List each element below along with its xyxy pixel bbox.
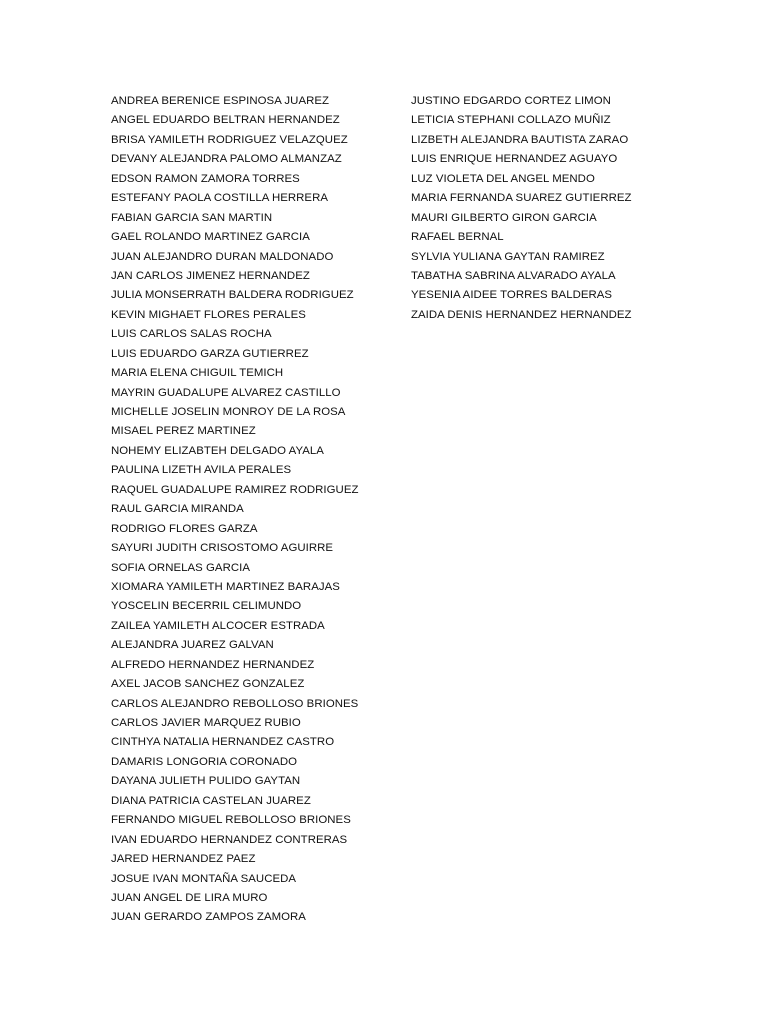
name-list-item: DIANA PATRICIA CASTELAN JUAREZ: [111, 794, 311, 807]
name-list-item: JUAN GERARDO ZAMPOS ZAMORA: [111, 911, 306, 924]
name-list-left-column: [111, 92, 391, 928]
name-list-item: RAFAEL BERNAL: [411, 231, 504, 244]
name-list-item: LUZ VIOLETA DEL ANGEL MENDO: [411, 172, 595, 185]
name-list-item: MAYRIN GUADALUPE ALVAREZ CASTILLO: [111, 386, 341, 399]
name-list-item: SYLVIA YULIANA GAYTAN RAMIREZ: [411, 250, 605, 263]
name-list-item: LUIS CARLOS SALAS ROCHA: [111, 328, 272, 341]
name-list-item: YOSCELIN BECERRIL CELIMUNDO: [111, 600, 302, 613]
name-list-item: ALEJANDRA JUAREZ GALVAN: [111, 639, 274, 652]
name-list-item: MARIA FERNANDA SUAREZ GUTIERREZ: [411, 192, 632, 205]
name-list-item: RAUL GARCIA MIRANDA: [111, 503, 244, 516]
name-list-item: RAQUEL GUADALUPE RAMIREZ RODRIGUEZ: [111, 483, 359, 496]
name-list-item: LUIS ENRIQUE HERNANDEZ AGUAYO: [411, 153, 618, 166]
name-list-item: PAULINA LIZETH AVILA PERALES: [111, 464, 292, 477]
name-list-item: LETICIA STEPHANI COLLAZO MUÑIZ: [411, 114, 611, 127]
name-list-item: CINTHYA NATALIA HERNANDEZ CASTRO: [111, 736, 335, 749]
name-list-item: ZAIDA DENIS HERNANDEZ HERNANDEZ: [411, 308, 632, 321]
name-list-item: DEVANY ALEJANDRA PALOMO ALMANZAZ: [111, 153, 342, 166]
name-list-item: JOSUE IVAN MONTAÑA SAUCEDA: [111, 872, 297, 885]
name-list-item: TABATHA SABRINA ALVARADO AYALA: [411, 269, 616, 282]
name-list-item: JUAN ANGEL DE LIRA MURO: [111, 891, 268, 904]
name-list-item: YESENIA AIDEE TORRES BALDERAS: [411, 289, 613, 302]
name-list-item: MISAEL PEREZ MARTINEZ: [111, 425, 256, 438]
name-list-item: MARIA ELENA CHIGUIL TEMICH: [111, 367, 284, 380]
name-list-item: ANGEL EDUARDO BELTRAN HERNANDEZ: [111, 114, 340, 127]
name-list-item: IVAN EDUARDO HERNANDEZ CONTRERAS: [111, 833, 348, 846]
name-list-right-column: [411, 92, 711, 325]
name-list-item: EDSON RAMON ZAMORA TORRES: [111, 172, 300, 185]
name-list-item: ALFREDO HERNANDEZ HERNANDEZ: [111, 658, 315, 671]
name-list-item: JARED HERNANDEZ PAEZ: [111, 853, 256, 866]
name-list-item: LUIS EDUARDO GARZA GUTIERREZ: [111, 347, 309, 360]
name-list-item: JUSTINO EDGARDO CORTEZ LIMON: [411, 95, 611, 107]
name-list-item: KEVIN MIGHAET FLORES PERALES: [111, 308, 306, 321]
name-list-item: NOHEMY ELIZABTEH DELGADO AYALA: [111, 444, 324, 457]
name-list-item: AXEL JACOB SANCHEZ GONZALEZ: [111, 678, 305, 691]
name-list-item: BRISA YAMILETH RODRIGUEZ VELAZQUEZ: [111, 133, 348, 146]
name-list-item: JUAN ALEJANDRO DURAN MALDONADO: [111, 250, 334, 263]
name-list-item: DAYANA JULIETH PULIDO GAYTAN: [111, 775, 301, 788]
name-list-item: CARLOS ALEJANDRO REBOLLOSO BRIONES: [111, 697, 359, 710]
name-list-item: RODRIGO FLORES GARZA: [111, 522, 258, 535]
name-list-item: FABIAN GARCIA SAN MARTIN: [111, 211, 273, 224]
name-list-item: SAYURI JUDITH CRISOSTOMO AGUIRRE: [111, 542, 334, 555]
name-list-item: MICHELLE JOSELIN MONROY DE LA ROSA: [111, 406, 346, 418]
name-list-item: ESTEFANY PAOLA COSTILLA HERRERA: [111, 192, 328, 205]
name-list-item: ANDREA BERENICE ESPINOSA JUAREZ: [111, 95, 330, 107]
name-list-item: XIOMARA YAMILETH MARTINEZ BARAJAS: [111, 580, 340, 593]
name-list-item: SOFIA ORNELAS GARCIA: [111, 561, 250, 574]
name-list-item: MAURI GILBERTO GIRON GARCIA: [411, 211, 597, 224]
name-list-item: GAEL ROLANDO MARTINEZ GARCIA: [111, 231, 310, 244]
name-list-item: JAN CARLOS JIMENEZ HERNANDEZ: [111, 269, 310, 282]
name-list-item: LIZBETH ALEJANDRA BAUTISTA ZARAO: [411, 133, 629, 146]
name-list-item: JULIA MONSERRATH BALDERA RODRIGUEZ: [111, 289, 354, 302]
name-list-item: DAMARIS LONGORIA CORONADO: [111, 755, 298, 768]
name-list-item: CARLOS JAVIER MARQUEZ RUBIO: [111, 717, 301, 729]
name-list-item: FERNANDO MIGUEL REBOLLOSO BRIONES: [111, 814, 351, 827]
name-list-item: ZAILEA YAMILETH ALCOCER ESTRADA: [111, 619, 325, 632]
